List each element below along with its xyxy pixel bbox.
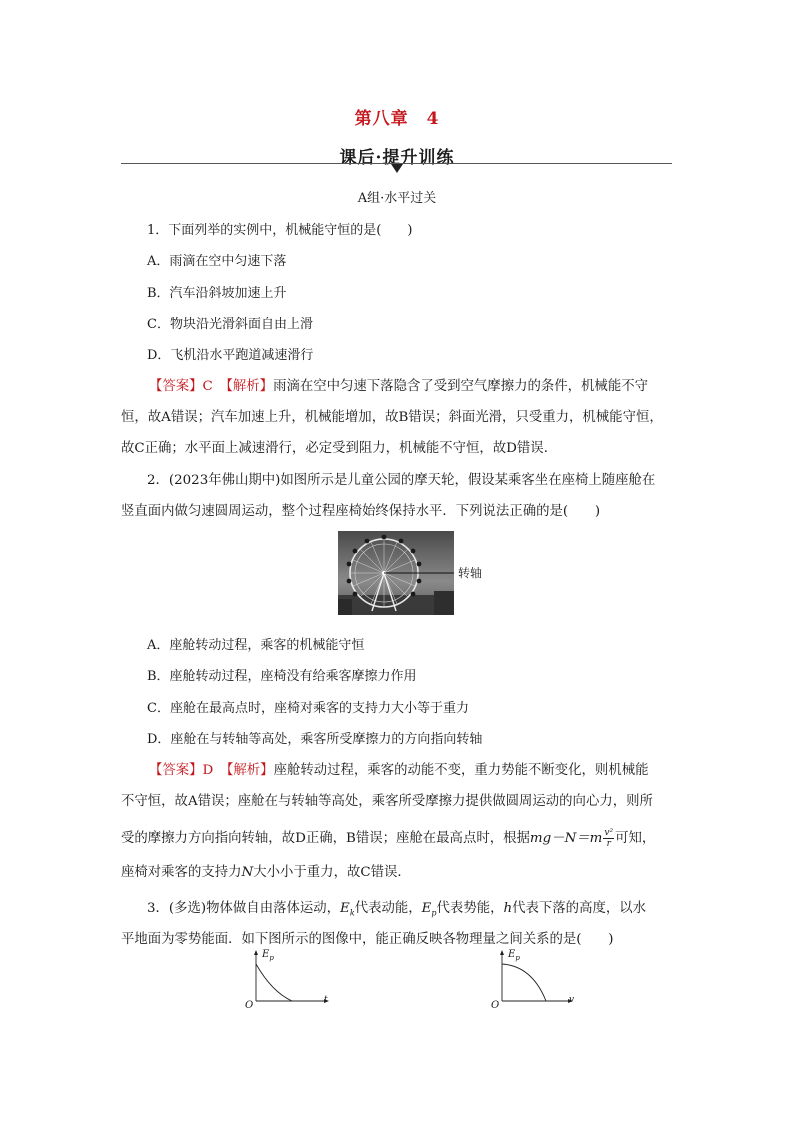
symbol-h: h: [503, 901, 513, 916]
q3-stem-part-2: 代表动能，: [354, 901, 422, 916]
formula-fraction: [603, 828, 614, 849]
graph2-origin: O: [491, 1000, 500, 1011]
symbol-ek: [340, 901, 355, 916]
q2-analysis-line-1: 座舱转动过程，乘客的动能不变，重力势能不断变化，则机械能: [273, 763, 649, 778]
q1-analysis-line-2: 恒，故A错误；汽车加速上升，机械能增加，故B错误；斜面光滑，只受重力，机械能守恒，: [121, 410, 663, 425]
q2-analysis-line-3: [121, 827, 655, 849]
graph-ep-t: [240, 946, 340, 1012]
q2-stem-line-2: 竖直面内做匀速圆周运动，整个过程座椅始终保持水平．下列说法正确的是( ): [121, 504, 601, 519]
graph2-y-label: [508, 949, 520, 962]
symbol-ek-main: E: [340, 901, 350, 916]
q3-stem-line-1: [147, 897, 646, 918]
chapter-title: 第八章 4: [354, 109, 440, 129]
section-subtitle: 课后·提升训练: [339, 148, 455, 168]
graph2-y-sub: p: [515, 954, 520, 962]
q2-answer-tag: 【答案】D 【解析】: [149, 763, 274, 778]
symbol-ep-main: E: [421, 901, 432, 916]
q2-option-c: C．座舱在最高点时，座椅对乘客的支持力大小等于重力: [147, 701, 469, 716]
q2-analysis-text-3: 座椅对乘客的支持力: [121, 865, 242, 880]
q2-analysis-text-4: 大小小于重力，故C错误．: [253, 865, 411, 880]
q1-answer-line: [149, 375, 648, 394]
axis-label: 转轴: [458, 566, 483, 580]
q2-option-d: D．座舱在与转轴等高处，乘客所受摩擦力的方向指向转轴: [147, 732, 483, 747]
q1-option-b: B．汽车沿斜坡加速上升: [147, 286, 287, 301]
symbol-ep-sub: p: [431, 908, 437, 918]
q3-stem-part-3: 代表势能，: [436, 901, 504, 916]
graph1-y-main: E: [262, 949, 270, 960]
q1-analysis-line-3: 故C正确；水平面上减速滑行，必定受到阻力，机械能不守恒，故D错误．: [121, 441, 558, 456]
q2-analysis-text: 受的摩擦力方向指向转轴，故D正确，B错误；座舱在最高点时，根据: [121, 831, 530, 846]
graph1-origin: O: [245, 1000, 254, 1011]
graph-ep-v: [486, 946, 586, 1012]
graph2-x-label: v: [569, 995, 575, 1005]
formula-denominator: r: [606, 839, 611, 849]
q1-option-a: A．雨滴在空中匀速下落: [147, 254, 287, 269]
formula-numerator: v²: [604, 828, 614, 838]
graph1-x-label: t: [324, 995, 328, 1005]
group-title: A组·水平过关: [357, 191, 437, 206]
q1-option-d: D．飞机沿水平跑道减速滑行: [147, 348, 314, 363]
symbol-ep: [422, 901, 437, 916]
ferris-wheel-photo: [338, 531, 454, 615]
q2-option-b: B．座舱转动过程，座椅没有给乘客摩擦力作用: [147, 669, 417, 684]
q2-analysis-line-2: 不守恒，故A错误；座舱在与转轴等高处，乘客所受摩擦力提供做圆周运动的向心力，则所: [121, 794, 653, 809]
q1-option-c: C．物块沿光滑斜面自由上滑: [147, 317, 313, 332]
q1-analysis-line-1: 雨滴在空中匀速下落隐含了受到空气摩擦力的条件，机械能不守: [273, 379, 648, 394]
q2-analysis-text-2: 可知，: [615, 831, 656, 846]
q2-analysis-line-4: [121, 861, 411, 880]
formula-lhs: mg－N＝m: [529, 831, 603, 846]
symbol-n: N: [241, 865, 254, 880]
q2-option-a: A．座舱转动过程，乘客的机械能守恒: [147, 638, 365, 653]
q1-stem: 1．下面列举的实例中，机械能守恒的是( ): [147, 223, 413, 238]
graph1-y-label: [262, 949, 274, 962]
q3-stem-part-4: 代表下落的高度，以水: [512, 901, 647, 916]
symbol-ek-sub: k: [349, 908, 355, 918]
graph1-y-sub: p: [269, 954, 274, 962]
down-triangle-icon: [391, 164, 403, 173]
q1-answer-tag: 【答案】C 【解析】: [149, 379, 274, 394]
graph2-y-main: E: [508, 949, 516, 960]
q2-stem-line-1: 2．(2023年佛山期中)如图所示是儿童公园的摩天轮，假设某乘客坐在座椅上随座舱在: [147, 473, 656, 488]
q3-stem-part-1: 3．(多选)物体做自由落体运动，: [147, 901, 341, 916]
q3-stem-line-2: 平地面为零势能面．如下图所示的图像中，能正确反映各物理量之间关系的是( ): [121, 932, 614, 947]
q2-answer-line: [149, 759, 649, 778]
